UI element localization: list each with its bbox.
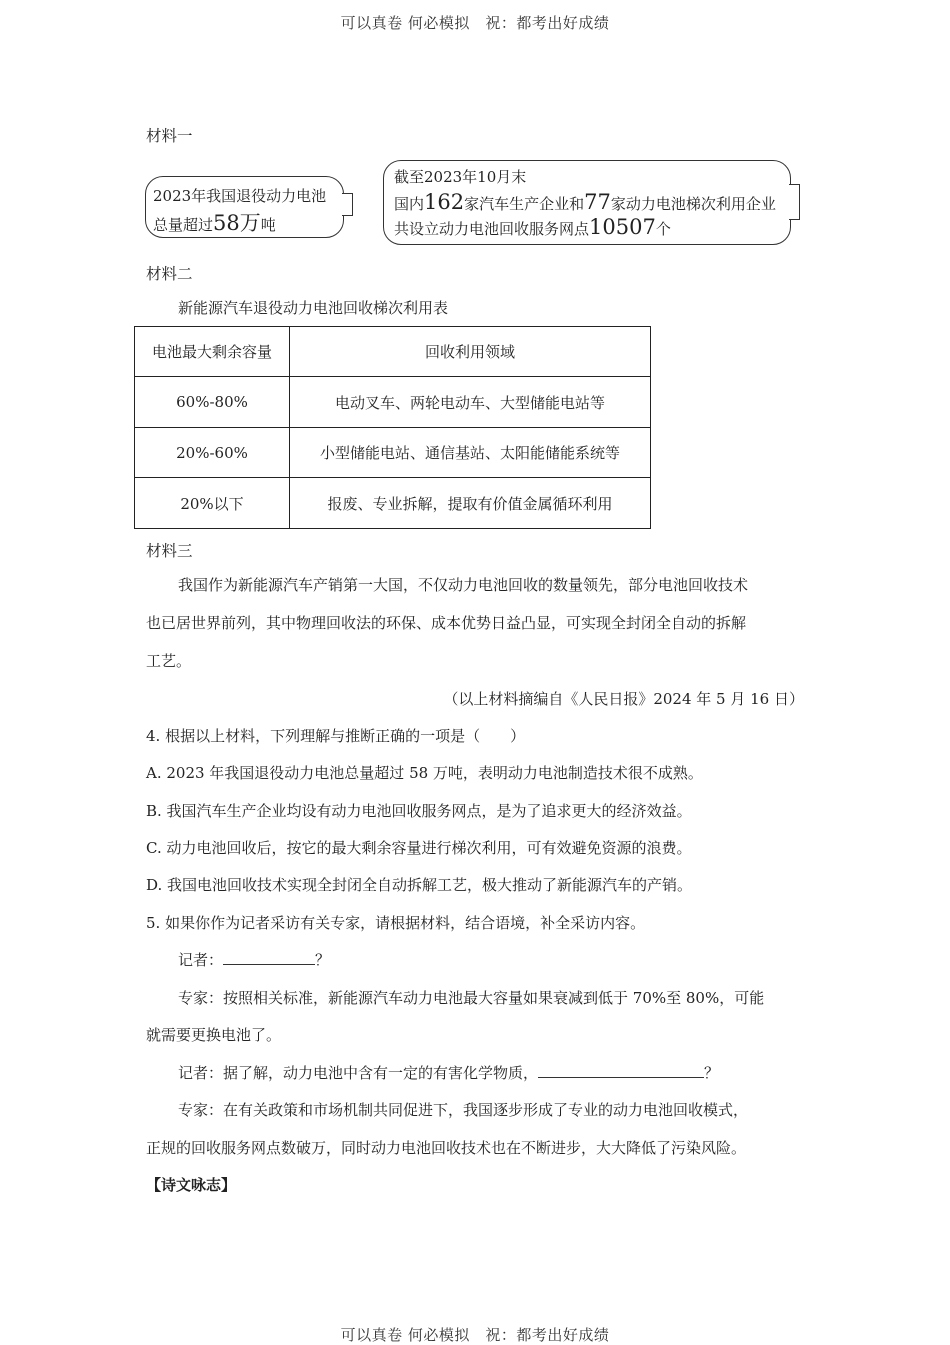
table-cell-capacity: 20%-60% [135, 428, 290, 478]
material3-line2: 也已居世界前列，其中物理回收法的环保、成本优势日益凸显，可实现全封闭全自动的拆解 [146, 614, 747, 632]
expert-answer-1-line1: 专家：按照相关标准，新能源汽车动力电池最大容量如果衰减到低于 70%至 80%，可能 [178, 989, 765, 1007]
battery1-line2: 总量超过58万吨 [153, 211, 276, 235]
table-row [135, 428, 651, 478]
page-header: 可以真卷 何必模拟 祝：都考出好成绩 [340, 14, 610, 32]
battery2-line2: 国内162家汽车生产企业和77家动力电池梯次利用企业 [394, 190, 776, 214]
q5-stem: 5. 如果你作为记者采访有关专家，请根据材料，结合语境，补全采访内容。 [146, 914, 646, 932]
table-row [135, 478, 651, 529]
q4-option-a: A. 2023 年我国退役动力电池总量超过 58 万吨，表明动力电池制造技术很不成熟。 [146, 764, 703, 782]
material-source: （以上材料摘编自《人民日报》2024 年 5 月 16 日） [443, 690, 804, 708]
table-cell-capacity: 60%-80% [135, 377, 290, 428]
table-row [135, 377, 651, 428]
battery2-line3: 共设立动力电池回收服务网点10507个 [394, 215, 671, 239]
expert-answer-1-line2: 就需要更换电池了。 [146, 1026, 282, 1044]
table-cell-usage: 电动叉车、两轮电动车、大型储能电站等 [290, 377, 651, 428]
q4-option-b: B. 我国汽车生产企业均设有动力电池回收服务网点，是为了追求更大的经济效益。 [146, 802, 692, 820]
reporter-question-2: 记者：据了解，动力电池中含有一定的有害化学物质， ？ [178, 1064, 720, 1082]
table-cell-usage: 小型储能电站、通信基站、太阳能储能系统等 [290, 428, 651, 478]
answer-blank-1[interactable] [223, 950, 315, 965]
material2-label: 材料二 [146, 265, 193, 283]
table-cell-capacity: 20%以下 [135, 478, 290, 529]
expert-answer-2-line1: 专家：在有关政策和市场机制共同促进下，我国逐步形成了专业的动力电池回收模式， [178, 1101, 749, 1119]
table-header-usage: 回收利用领域 [290, 327, 651, 377]
table-title: 新能源汽车退役动力电池回收梯次利用表 [178, 299, 449, 317]
expert-answer-2-line2: 正规的回收服务网点数破万，同时动力电池回收技术也在不断进步，大大降低了污染风险。 [146, 1139, 747, 1157]
recycle-table [134, 326, 651, 529]
reporter-question-1: 记者： ？ [178, 951, 331, 969]
table-header-capacity: 电池最大剩余容量 [135, 327, 290, 377]
page-footer: 可以真卷 何必模拟 祝：都考出好成绩 [340, 1326, 610, 1344]
section-heading: 【诗文咏志】 [146, 1176, 237, 1194]
material3-line3: 工艺。 [146, 652, 192, 670]
q4-stem: 4. 根据以上材料，下列理解与推断正确的一项是（ ） [146, 727, 526, 745]
battery2-line1: 截至2023年10月末 [394, 168, 527, 186]
table-cell-usage: 报废、专业拆解，提取有价值金属循环利用 [290, 478, 651, 529]
material1-label: 材料一 [146, 127, 193, 145]
table-header-row [135, 327, 651, 377]
material3-label: 材料三 [146, 542, 193, 560]
answer-blank-2[interactable] [538, 1063, 704, 1078]
q4-option-d: D. 我国电池回收技术实现全封闭全自动拆解工艺，极大推动了新能源汽车的产销。 [146, 876, 693, 894]
material3-line1: 我国作为新能源汽车产销第一大国，不仅动力电池回收的数量领先，部分电池回收技术 [178, 576, 749, 594]
battery1-line1: 2023年我国退役动力电池 [153, 187, 327, 205]
q4-option-c: C. 动力电池回收后，按它的最大剩余容量进行梯次利用，可有效避免资源的浪费。 [146, 839, 692, 857]
